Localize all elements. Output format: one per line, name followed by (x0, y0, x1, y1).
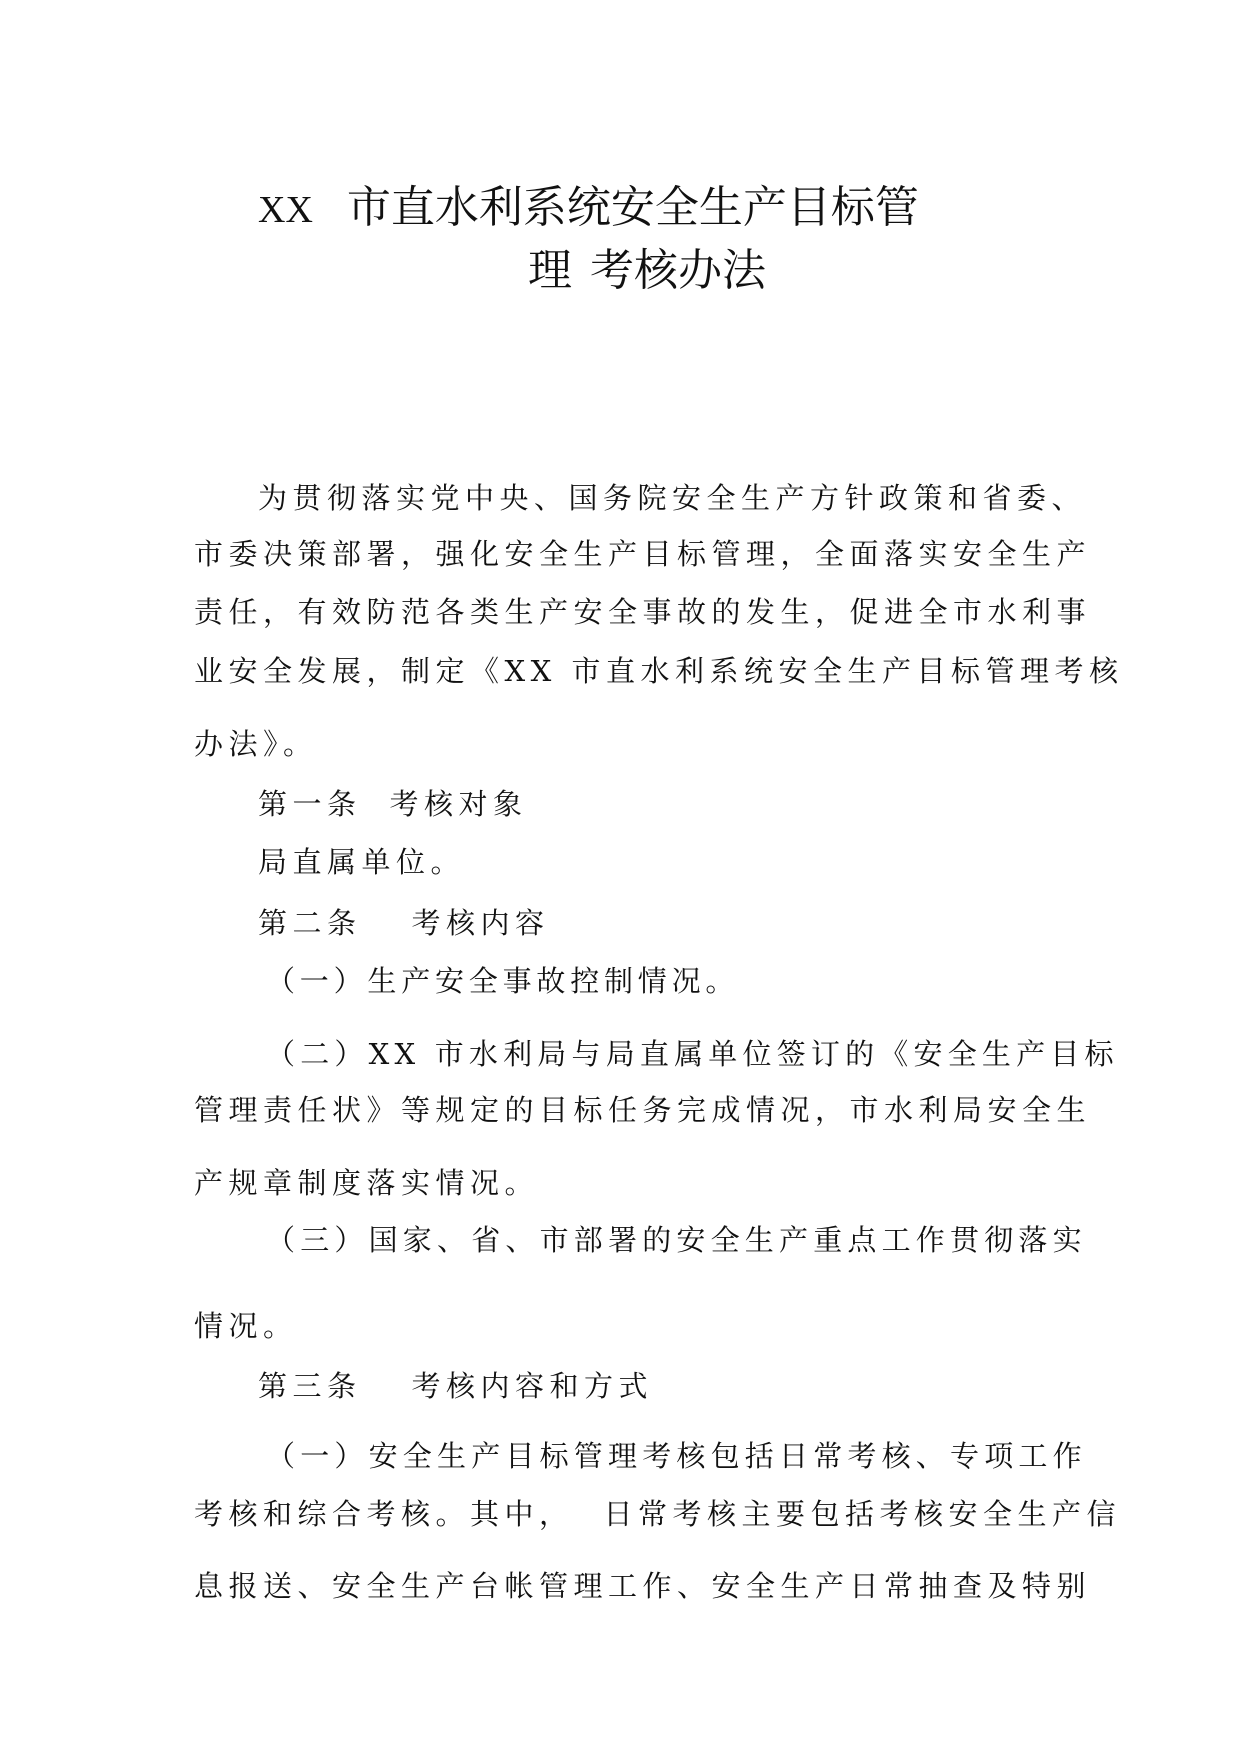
article-2-title: 考核内容 (411, 906, 550, 940)
intro-line-3: 责任，有效防范各类生产安全事故的发生，促进全市水利事 (194, 595, 1092, 629)
article-3-item-1-line-1: （一）安全生产目标管理考核包括日常考核、专项工作 (266, 1439, 1087, 1473)
article-2-item-3-line-1: （三）国家、省、市部署的安全生产重点工作贯彻落实 (266, 1223, 1087, 1257)
document-title-line-2 (528, 246, 766, 296)
article-2-item-2-line-3: 产规章制度落实情况。 (194, 1166, 540, 1200)
intro-line-1: 为贯彻落实党中央、国务院安全生产方针政策和省委、 (258, 481, 1087, 515)
article-1-title: 考核对象 (389, 787, 528, 821)
title-line-2-part-a: 理 (528, 245, 572, 296)
intro-line-5: 办法》。 (194, 727, 318, 761)
article-3-item-1-line-2 (194, 1494, 1121, 1534)
article-2-number: 第二条 (258, 906, 362, 940)
article-3-item-1-line-2-part-a: 考核和综合考核。其中， (194, 1497, 574, 1531)
article-2-item-2-line-1: （二）XX 市水利局与局直属单位签订的《安全生产目标 (266, 1037, 1119, 1071)
article-3-item-1-line-2-part-b: 日常考核主要包括考核安全生产信 (603, 1497, 1122, 1531)
article-1-number: 第一条 (258, 787, 362, 821)
article-3-title: 考核内容和方式 (411, 1369, 654, 1403)
intro-line-4: 业安全发展，制定《XX 市直水利系统安全生产目标管理考核 (194, 654, 1124, 688)
article-3-item-1-line-3: 息报送、安全生产台帐管理工作、安全生产日常抽查及特别 (194, 1569, 1092, 1603)
article-3-heading (258, 1366, 653, 1406)
title-prefix: XX (258, 189, 313, 231)
article-1-body: 局直属单位。 (258, 845, 466, 879)
article-1-heading (258, 784, 528, 824)
intro-line-2: 市委决策部署，强化安全生产目标管理，全面落实安全生产 (194, 537, 1092, 571)
article-2-item-2-line-2: 管理责任状》等规定的目标任务完成情况，市水利局安全生 (194, 1093, 1092, 1127)
article-2-item-1: （一）生产安全事故控制情况。 (266, 964, 740, 998)
document-title-line-1 (258, 183, 919, 235)
article-3-number: 第三条 (258, 1369, 362, 1403)
article-2-heading (258, 903, 550, 943)
title-line-2-part-b: 考核办法 (590, 245, 766, 296)
article-2-item-3-line-2: 情况。 (194, 1309, 298, 1343)
title-line-1-text: 市直水利系统安全生产目标管 (346, 182, 919, 233)
